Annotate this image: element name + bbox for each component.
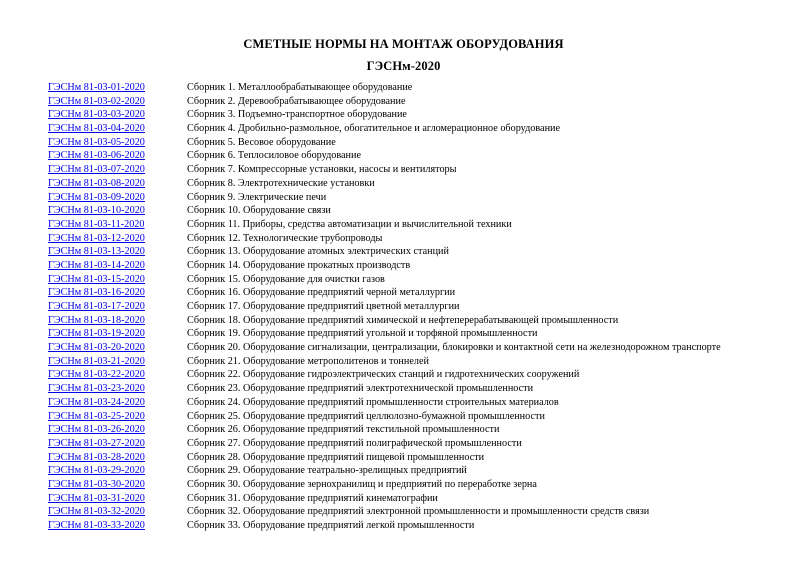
collection-name: Сборник 29. Оборудование театрально-зрелищных предприятий xyxy=(187,465,467,477)
list-item xyxy=(48,355,803,369)
collection-code-link[interactable]: ГЭСНм 81-03-12-2020 xyxy=(48,232,145,244)
collection-code-link[interactable]: ГЭСНм 81-03-06-2020 xyxy=(48,150,145,162)
list-item xyxy=(48,519,803,533)
collection-name: Сборник 31. Оборудование предприятий кинематографии xyxy=(187,492,438,504)
list-item xyxy=(48,122,803,136)
list-item xyxy=(48,136,803,150)
list-item xyxy=(48,204,803,218)
list-item xyxy=(48,505,803,519)
list-item xyxy=(48,396,803,410)
collection-code-link[interactable]: ГЭСНм 81-03-29-2020 xyxy=(48,465,145,477)
list-item xyxy=(48,218,803,232)
collection-name: Сборник 5. Весовое оборудование xyxy=(187,136,336,148)
collection-code-link[interactable]: ГЭСНм 81-03-33-2020 xyxy=(48,520,145,531)
list-item xyxy=(48,478,803,492)
collection-code-link[interactable]: ГЭСНм 81-03-27-2020 xyxy=(48,437,145,449)
list-item xyxy=(48,492,803,506)
list-item xyxy=(48,437,803,451)
collection-code-link[interactable]: ГЭСНм 81-03-14-2020 xyxy=(48,259,145,271)
collection-code-link[interactable]: ГЭСНм 81-03-30-2020 xyxy=(48,478,145,490)
collection-code-link[interactable]: ГЭСНм 81-03-21-2020 xyxy=(48,355,145,367)
collection-name: Сборник 28. Оборудование предприятий пищевой промышленности xyxy=(187,451,485,463)
page-subtitle: ГЭСНм-2020 xyxy=(366,59,441,73)
collection-code-link[interactable]: ГЭСНм 81-03-09-2020 xyxy=(48,191,145,203)
collection-name: Сборник 12. Технологические трубопроводы xyxy=(187,232,383,244)
list-item xyxy=(48,191,803,205)
collection-code-link[interactable]: ГЭСНм 81-03-28-2020 xyxy=(48,451,145,463)
collection-code-link[interactable]: ГЭСНм 81-03-25-2020 xyxy=(48,410,145,422)
list-item xyxy=(48,300,803,314)
collection-code-link[interactable]: ГЭСНм 81-03-16-2020 xyxy=(48,287,145,299)
collection-name: Сборник 26. Оборудование предприятий текстильной промышленности xyxy=(187,424,500,436)
list-item xyxy=(48,327,803,341)
list-item xyxy=(48,368,803,382)
collection-name: Сборник 30. Оборудование зернохранилищ и предприятий по переработке зерна xyxy=(187,478,537,490)
list-item xyxy=(48,382,803,396)
collection-code-link[interactable]: ГЭСНм 81-03-23-2020 xyxy=(48,383,145,395)
list-item xyxy=(48,108,803,122)
collection-code-link[interactable]: ГЭСНм 81-03-18-2020 xyxy=(48,314,145,326)
collection-name: Сборник 16. Оборудование предприятий черной металлургии xyxy=(187,287,456,299)
collection-name: Сборник 10. Оборудование связи xyxy=(187,205,331,217)
collection-name: Сборник 32. Оборудование предприятий электронной промышленности и промышленности средств связи xyxy=(187,506,650,518)
list-item xyxy=(48,451,803,465)
collection-code-link[interactable]: ГЭСНм 81-03-04-2020 xyxy=(48,123,145,135)
collection-code-link[interactable]: ГЭСНм 81-03-11-2020 xyxy=(48,218,145,230)
collection-code-link[interactable]: ГЭСНм 81-03-17-2020 xyxy=(48,301,145,312)
collection-code-link[interactable]: ГЭСНм 81-03-10-2020 xyxy=(48,205,145,217)
collection-code-link[interactable]: ГЭСНм 81-03-03-2020 xyxy=(48,109,145,121)
list-item xyxy=(48,423,803,437)
collection-code-link[interactable]: ГЭСНм 81-03-32-2020 xyxy=(48,506,145,518)
list-item xyxy=(48,286,803,300)
collection-code-link[interactable]: ГЭСНм 81-03-01-2020 xyxy=(48,82,145,93)
collection-name: Сборник 20. Оборудование сигнализации, централизации, блокировки и контактной сети на железнодорожном транспорте xyxy=(187,342,721,354)
collection-name: Сборник 18. Оборудование предприятий химической и нефтеперерабатывающей промышленности xyxy=(187,314,619,326)
list-item xyxy=(48,95,803,109)
collection-code-link[interactable]: ГЭСНм 81-03-22-2020 xyxy=(48,369,145,381)
collection-name: Сборник 1. Металлообрабатывающее оборудование xyxy=(187,82,413,93)
collection-code-link[interactable]: ГЭСНм 81-03-02-2020 xyxy=(48,95,145,107)
collection-code-link[interactable]: ГЭСНм 81-03-31-2020 xyxy=(48,492,145,504)
collection-name: Сборник 22. Оборудование гидроэлектрических станций и гидротехнических сооружений xyxy=(187,369,580,381)
list-item xyxy=(48,314,803,328)
collection-name: Сборник 9. Электрические печи xyxy=(187,191,327,203)
collection-code-link[interactable]: ГЭСНм 81-03-26-2020 xyxy=(48,424,145,436)
collection-name: Сборник 8. Электротехнические установки xyxy=(187,177,375,189)
collection-name: Сборник 24. Оборудование предприятий промышленности строительных материалов xyxy=(187,396,559,408)
list-item xyxy=(48,232,803,246)
collection-code-link[interactable]: ГЭСНм 81-03-20-2020 xyxy=(48,342,145,354)
collection-name: Сборник 27. Оборудование предприятий полиграфической промышленности xyxy=(187,437,522,449)
collection-name: Сборник 33. Оборудование предприятий легкой промышленности xyxy=(187,520,475,531)
collection-name: Сборник 6. Теплосиловое оборудование xyxy=(187,150,361,162)
list-item xyxy=(48,341,803,355)
collection-name: Сборник 7. Компрессорные установки, насосы и вентиляторы xyxy=(187,164,457,176)
collection-name: Сборник 23. Оборудование предприятий электротехнической промышленности xyxy=(187,383,534,395)
collection-name: Сборник 13. Оборудование атомных электрических станций xyxy=(187,246,449,258)
list-item xyxy=(48,163,803,177)
list-item xyxy=(48,245,803,259)
collection-name: Сборник 15. Оборудование для очистки газов xyxy=(187,273,385,285)
collection-name: Сборник 11. Приборы, средства автоматизации и вычислительной техники xyxy=(187,218,512,230)
collection-code-link[interactable]: ГЭСНм 81-03-13-2020 xyxy=(48,246,145,258)
list-item xyxy=(48,273,803,287)
collection-name: Сборник 3. Подъемно-транспортное оборудование xyxy=(187,109,407,121)
collection-name: Сборник 25. Оборудование предприятий целлюлозно-бумажной промышленности xyxy=(187,410,545,422)
collection-name: Сборник 21. Оборудование метрополитенов и тоннелей xyxy=(187,355,429,367)
collection-code-link[interactable]: ГЭСНм 81-03-08-2020 xyxy=(48,177,145,189)
list-item xyxy=(48,464,803,478)
collection-name: Сборник 14. Оборудование прокатных производств xyxy=(187,259,411,271)
list-item xyxy=(48,177,803,191)
collection-code-link[interactable]: ГЭСНм 81-03-07-2020 xyxy=(48,164,145,176)
collection-name: Сборник 19. Оборудование предприятий угольной и торфяной промышленности xyxy=(187,328,538,340)
page-title: СМЕТНЫЕ НОРМЫ НА МОНТАЖ ОБОРУДОВАНИЯ xyxy=(243,37,564,51)
collection-code-link[interactable]: ГЭСНм 81-03-19-2020 xyxy=(48,328,145,340)
list-item xyxy=(48,149,803,163)
collection-name: Сборник 4. Дробильно-размольное, обогатительное и агломерационное оборудование xyxy=(187,123,561,135)
list-item xyxy=(48,81,803,95)
collection-name: Сборник 17. Оборудование предприятий цветной металлургии xyxy=(187,301,460,312)
collection-code-link[interactable]: ГЭСНм 81-03-15-2020 xyxy=(48,273,145,285)
collection-code-link[interactable]: ГЭСНм 81-03-05-2020 xyxy=(48,136,145,148)
collection-code-link[interactable]: ГЭСНм 81-03-24-2020 xyxy=(48,396,145,408)
list-item xyxy=(48,259,803,273)
collection-name: Сборник 2. Деревообрабатывающее оборудование xyxy=(187,95,406,107)
list-item xyxy=(48,410,803,424)
collection-list xyxy=(48,81,803,533)
